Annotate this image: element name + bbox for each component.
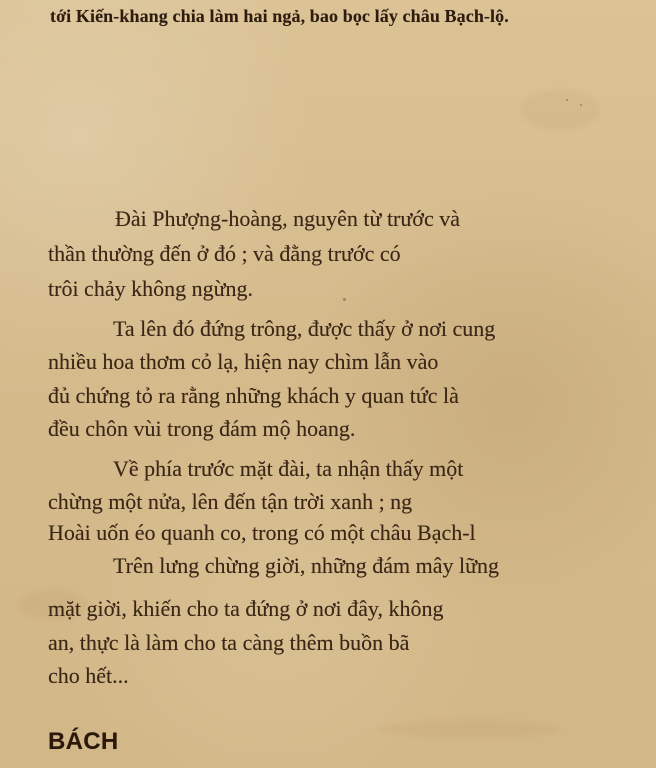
top-line-text: tới Kiến-khang chia làm hai ngả, bao bọc lấy châu Bạch-lộ. <box>50 6 509 26</box>
paragraph-4-line-2: mặt giời, khiến cho ta đứng ở nơi đây, không <box>48 596 444 621</box>
paragraph-1-line-3: trôi chảy không ngừng. <box>48 276 254 301</box>
paragraph-2-line-2: nhiều hoa thơm cỏ lạ, hiện nay chìm lẫn vào <box>48 349 439 374</box>
ink-speck <box>566 99 568 101</box>
paragraph-2-line-4: đều chôn vùi trong đám mộ hoang. <box>48 416 356 441</box>
ink-speck <box>343 298 346 301</box>
paragraph-2-line-1: Ta lên đó đứng trông, được thấy ở nơi cung <box>113 316 496 341</box>
paragraph-1-line-2: thần thường đến ở đó ; và đằng trước có <box>48 241 401 266</box>
paragraph-4-line-1: Trên lưng chừng giời, những đám mây lững <box>113 553 500 578</box>
paragraph-3-line-1: Về phía trước mặt đài, ta nhận thấy một <box>113 456 464 481</box>
ink-speck <box>580 104 582 106</box>
paragraph-4-line-4: cho hết... <box>48 663 129 688</box>
paragraph-1-line-1: Đài Phượng-hoàng, nguyên từ trước và <box>115 206 460 231</box>
paragraph-3-line-2: chừng một nửa, lên đến tận trời xanh ; ng <box>48 489 413 514</box>
paragraph-3-line-3: Hoài uốn éo quanh co, trong có một châu Bạch-l <box>48 520 476 545</box>
footer-bold-text: BÁCH <box>48 728 119 755</box>
paper-stain <box>380 720 560 738</box>
paper-stain <box>520 90 600 130</box>
paragraph-4-line-3: an, thực là làm cho ta càng thêm buồn bã <box>48 630 410 655</box>
paragraph-2-line-3: đủ chứng tỏ ra rằng những khách y quan tức là <box>48 383 459 408</box>
